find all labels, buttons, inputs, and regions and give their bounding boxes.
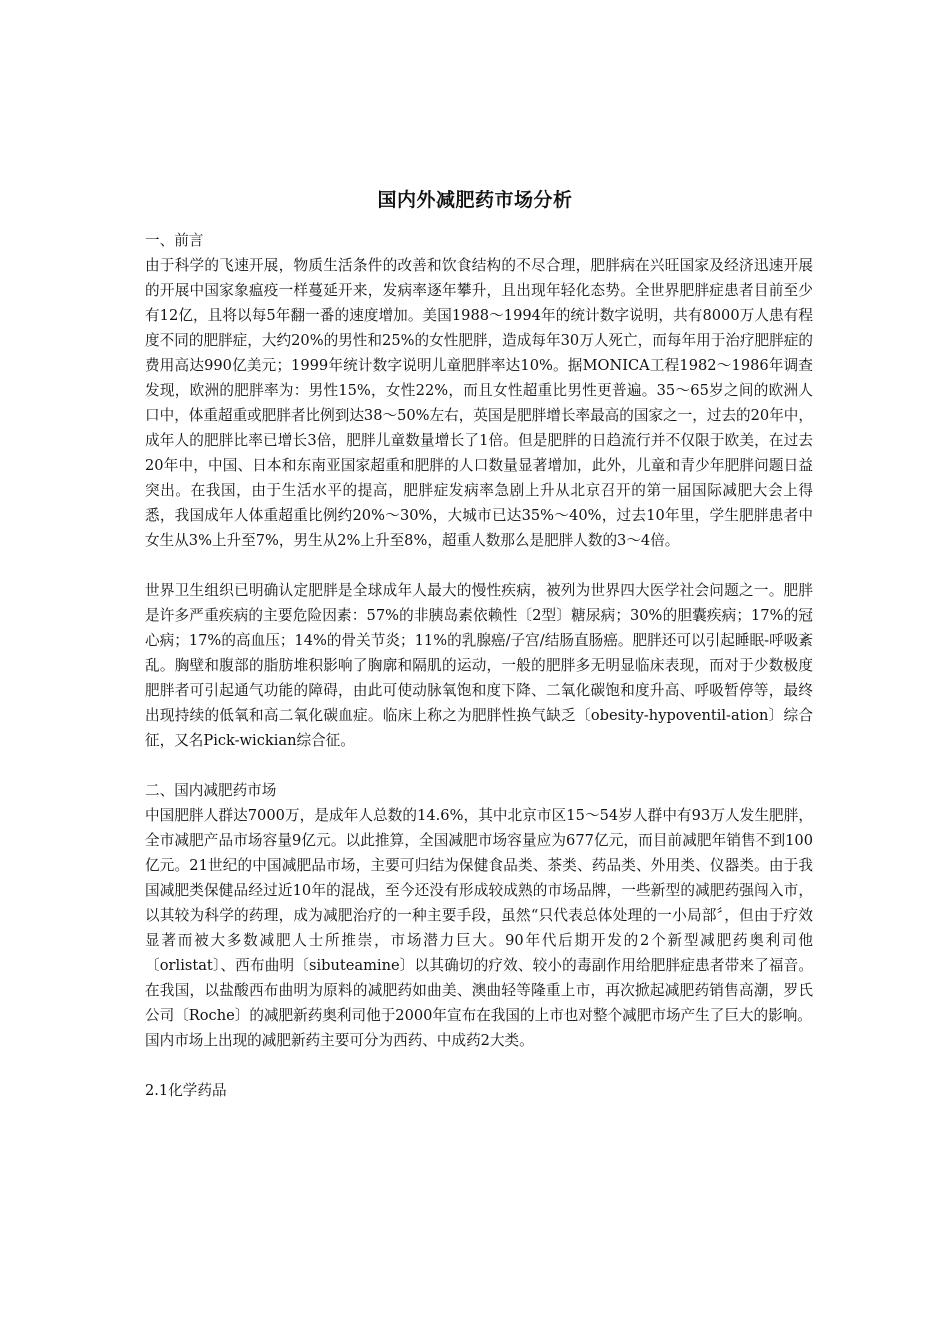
section-heading-chemical-drugs: 2.1化学药品 — [145, 1082, 227, 1099]
paragraph-preface-2: 世界卫生组织已明确认定肥胖是全球成年人最大的慢性疾病，被列为世界四大医学社会问题之一。肥胖是许多严重疾病的主要危险因素：57%的非胰岛素依赖性〔2型〕糖尿病；30%的胆囊疾病；17%的冠心病；17%的高血压；14%的骨关节炎；11%的乳腺癌/子宫/结肠直肠癌。肥胖还可以引起睡眠-呼吸紊乱。胸壁和腹部的脂肪堆积影响了胸廓和隔肌的运动，一般的肥胖多无明显临床表现，而对于少数极度肥胖者可引起通气功能的障碍，由此可使动脉氧饱和度下降、二氧化碳饱和度升高、呼吸暂停等，最终出现持续的低氧和高二氧化碳血症。临床上称之为肥胖性换气缺乏〔obesity-hypoventil-ation〕综合征，又名Pick-wickian综合征。 — [145, 582, 813, 749]
section-heading-preface: 一、前言 — [145, 232, 204, 249]
section-heading-domestic: 二、国内减肥药市场 — [145, 782, 277, 799]
paragraph-gap — [145, 1053, 813, 1078]
paragraph-domestic-2: 国内市场上出现的减肥新药主要可分为西药、中成药2大类。 — [145, 1032, 534, 1049]
paragraph-domestic-1: 中国肥胖人群达7000万，是成年人总数的14.6%，其中北京市区15～54岁人群中有93万人发生肥胖，全市减肥产品市场容量9亿元。以此推算，全国减肥市场容量应为677亿元，而目前减肥年销售不到100亿元。21世纪的中国减肥品市场，主要可归结为保健食品类、茶类、药品类、外用类、仪器类。由于我国减肥类保健品经过近10年的混战，至今还没有形成较成熟的市场品牌，一些新型的减肥药强闯入市，以其较为科学的药理，成为减肥治疗的一种主要手段，虽然“只代表总体处理的一小局部〞，但由于疗效显著而被大多数减肥人士所推崇，市场潜力巨大。90年代后期开发的2个新型减肥药奥利司他〔orlistat〕、西布曲明〔sibuteamine〕以其确切的疗效、较小的毒副作用给肥胖症患者带来了福音。在我国，以盐酸西布曲明为原料的减肥药如曲美、澳曲轻等隆重上市，再次掀起减肥药销售高潮，罗氏公司〔Roche〕的减肥新药奥利司他于2000年宣布在我国的上市也对整个减肥市场产生了巨大的影响。 — [145, 807, 813, 1024]
paragraph-gap — [145, 553, 813, 578]
document-body — [145, 228, 813, 1103]
paragraph-gap — [145, 753, 813, 778]
paragraph-preface-1: 由于科学的飞速开展，物质生活条件的改善和饮食结构的不尽合理，肥胖病在兴旺国家及经济迅速开展的开展中国家象瘟疫一样蔓延开来，发病率逐年攀升，且出现年轻化态势。全世界肥胖症患者目前至少有12亿，且将以每5年翻一番的速度增加。美国1988～1994年的统计数字说明，共有8000万人患有程度不同的肥胖症，大约20%的男性和25%的女性肥胖，造成每年30万人死亡，而每年用于治疗肥胖症的费用高达990亿美元；1999年统计数字说明儿童肥胖率达10%。据MONICA工程1982～1986年调查发现，欧洲的肥胖率为：男性15%，女性22%，而且女性超重比男性更普遍。35～65岁之间的欧洲人口中，体重超重或肥胖者比例到达38～50%左右，英国是肥胖增长率最高的国家之一，过去的20年中，成年人的肥胖比率已增长3倍，肥胖儿童数量增长了1倍。但是肥胖的日趋流行并不仅限于欧美，在过去20年中，中国、日本和东南亚国家超重和肥胖的人口数量显著增加，此外，儿童和青少年肥胖问题日益突出。在我国，由于生活水平的提高，肥胖症发病率急剧上升从北京召开的第一届国际减肥大会上得悉，我国成年人体重超重比例约20%～30%，大城市已达35%～40%，过去10年里，学生肥胖患者中女生从3%上升至7%，男生从2%上升至8%，超重人数那么是肥胖人数的3～4倍。 — [145, 257, 813, 549]
document-title: 国内外减肥药市场分析 — [377, 189, 573, 211]
